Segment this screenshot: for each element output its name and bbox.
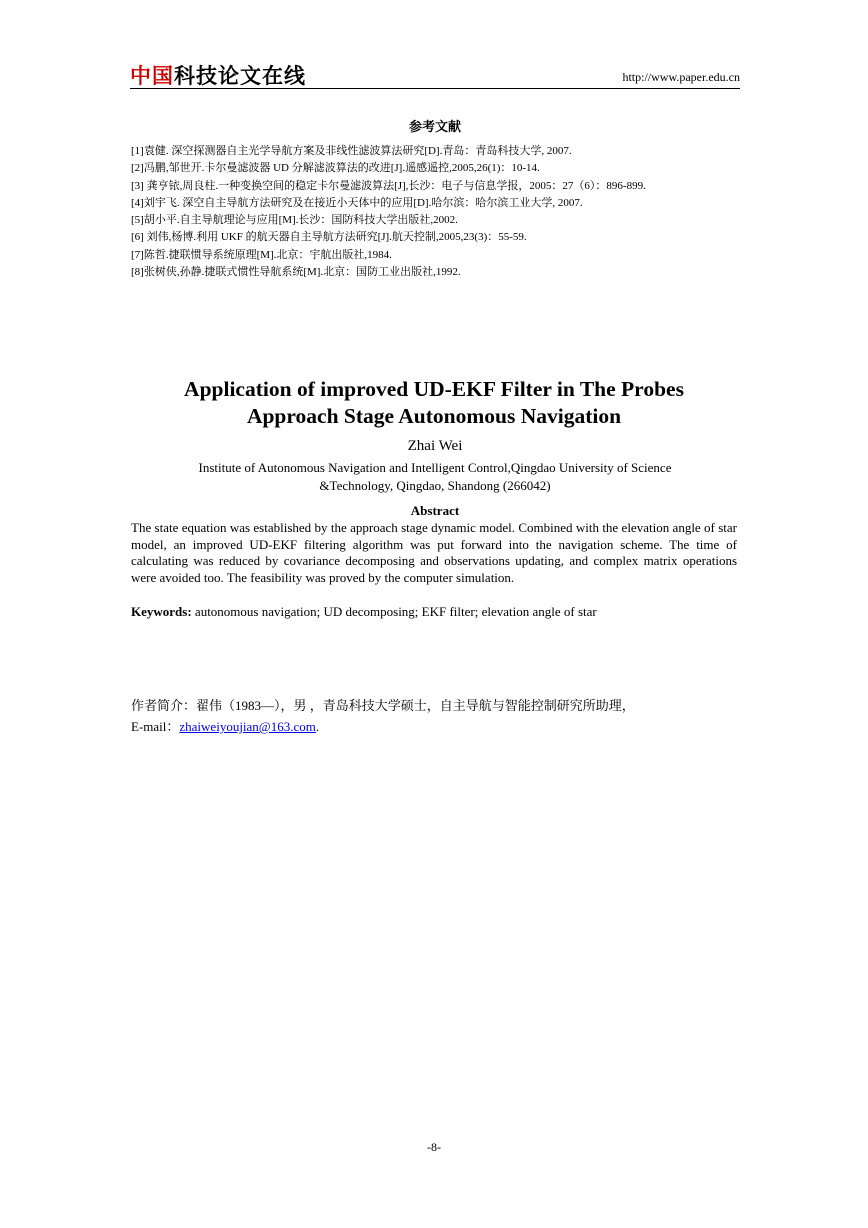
logo-black-text: 科技论文在线	[174, 64, 306, 88]
bio-text: 翟伟（1983—），男 ，青岛科技大学硕士，自主导航与智能控制研究所助理，	[196, 698, 635, 713]
page-number: -8-	[427, 1140, 441, 1154]
page-header	[130, 58, 740, 89]
email-suffix: .	[315, 719, 320, 734]
reference-item: [4]刘宇飞. 深空自主导航方法研究及在接近小天体中的应用[D].哈尔滨：哈尔滨工业大学, 2007.	[131, 196, 583, 209]
abstract-heading: Abstract	[410, 503, 460, 518]
reference-item: [1]袁健. 深空探测器自主光学导航方案及非线性滤波算法研究[D].青岛：青岛科技大学, 2007.	[131, 145, 572, 157]
email-prefix: E-mail：	[131, 719, 180, 734]
title-line-2: Approach Stage Autonomous Navigation	[246, 404, 622, 428]
title-line-1: Application of improved UD-EKF Filter in The Probes	[184, 377, 684, 401]
reference-item: [3] 龚亨铱,周良柱.一种变换空间的稳定卡尔曼滤波算法[J],长沙：电子与信息学报，2005：27（6）：896-899.	[131, 179, 646, 192]
references-title: 参考文献	[408, 120, 461, 135]
bio-label: 作者简介：	[131, 699, 197, 714]
references-list	[131, 143, 751, 281]
author-name: Zhai Wei	[407, 438, 463, 454]
email-link[interactable]: zhaiweiyoujian@163.com	[179, 719, 316, 734]
logo-red-text: 中国	[130, 64, 174, 88]
header-url[interactable]: http://www.paper.edu.cn	[622, 70, 740, 84]
english-title	[100, 376, 768, 430]
bio-line-2	[131, 717, 741, 737]
affiliation-line-1: Institute of Autonomous Navigation and Intelligent Control,Qingdao University of Science	[198, 460, 672, 475]
reference-item: [7]陈哲.捷联惯导系统原理[M].北京：宇航出版社,1984.	[131, 248, 392, 261]
affiliation-line-2: &Technology, Qingdao, Shandong (266042)	[319, 477, 551, 493]
reference-item: [8]张树侠,孙静.捷联式惯性导航系统[M].北京：国防工业出版社,1992.	[131, 266, 461, 279]
keywords-text: autonomous navigation; UD decomposing; EKF filter; elevation angle of star	[191, 604, 597, 619]
keywords	[131, 604, 737, 620]
keywords-label: Keywords:	[131, 604, 192, 619]
reference-item: [6] 刘伟,杨博.利用 UKF 的航天器自主导航方法研究[J].航天控制,2005,23(3)：55-59.	[131, 231, 527, 244]
abstract-body: The state equation was established by the approach stage dynamic model. Combined with the elevation angle of star model, an improved UD-EKF filtering algorithm was put forward into the navigation scheme. The time of calculating was reduced by covariance decomposing and observations updating, and complex matrix operations were avoided too. The feasibility was proved by the computer simulation.	[131, 520, 737, 585]
reference-item: [5]胡小平.自主导航理论与应用[M].长沙：国防科技大学出版社,2002.	[131, 214, 458, 227]
reference-item: [2]冯鹏,邹世开.卡尔曼滤波器 UD 分解滤波算法的改进[J].遥感遥控,2005,26(1)：10-14.	[131, 162, 540, 175]
author-bio	[131, 696, 741, 737]
journal-logo	[130, 60, 306, 90]
bio-line-1	[131, 696, 741, 717]
affiliation	[130, 459, 740, 494]
